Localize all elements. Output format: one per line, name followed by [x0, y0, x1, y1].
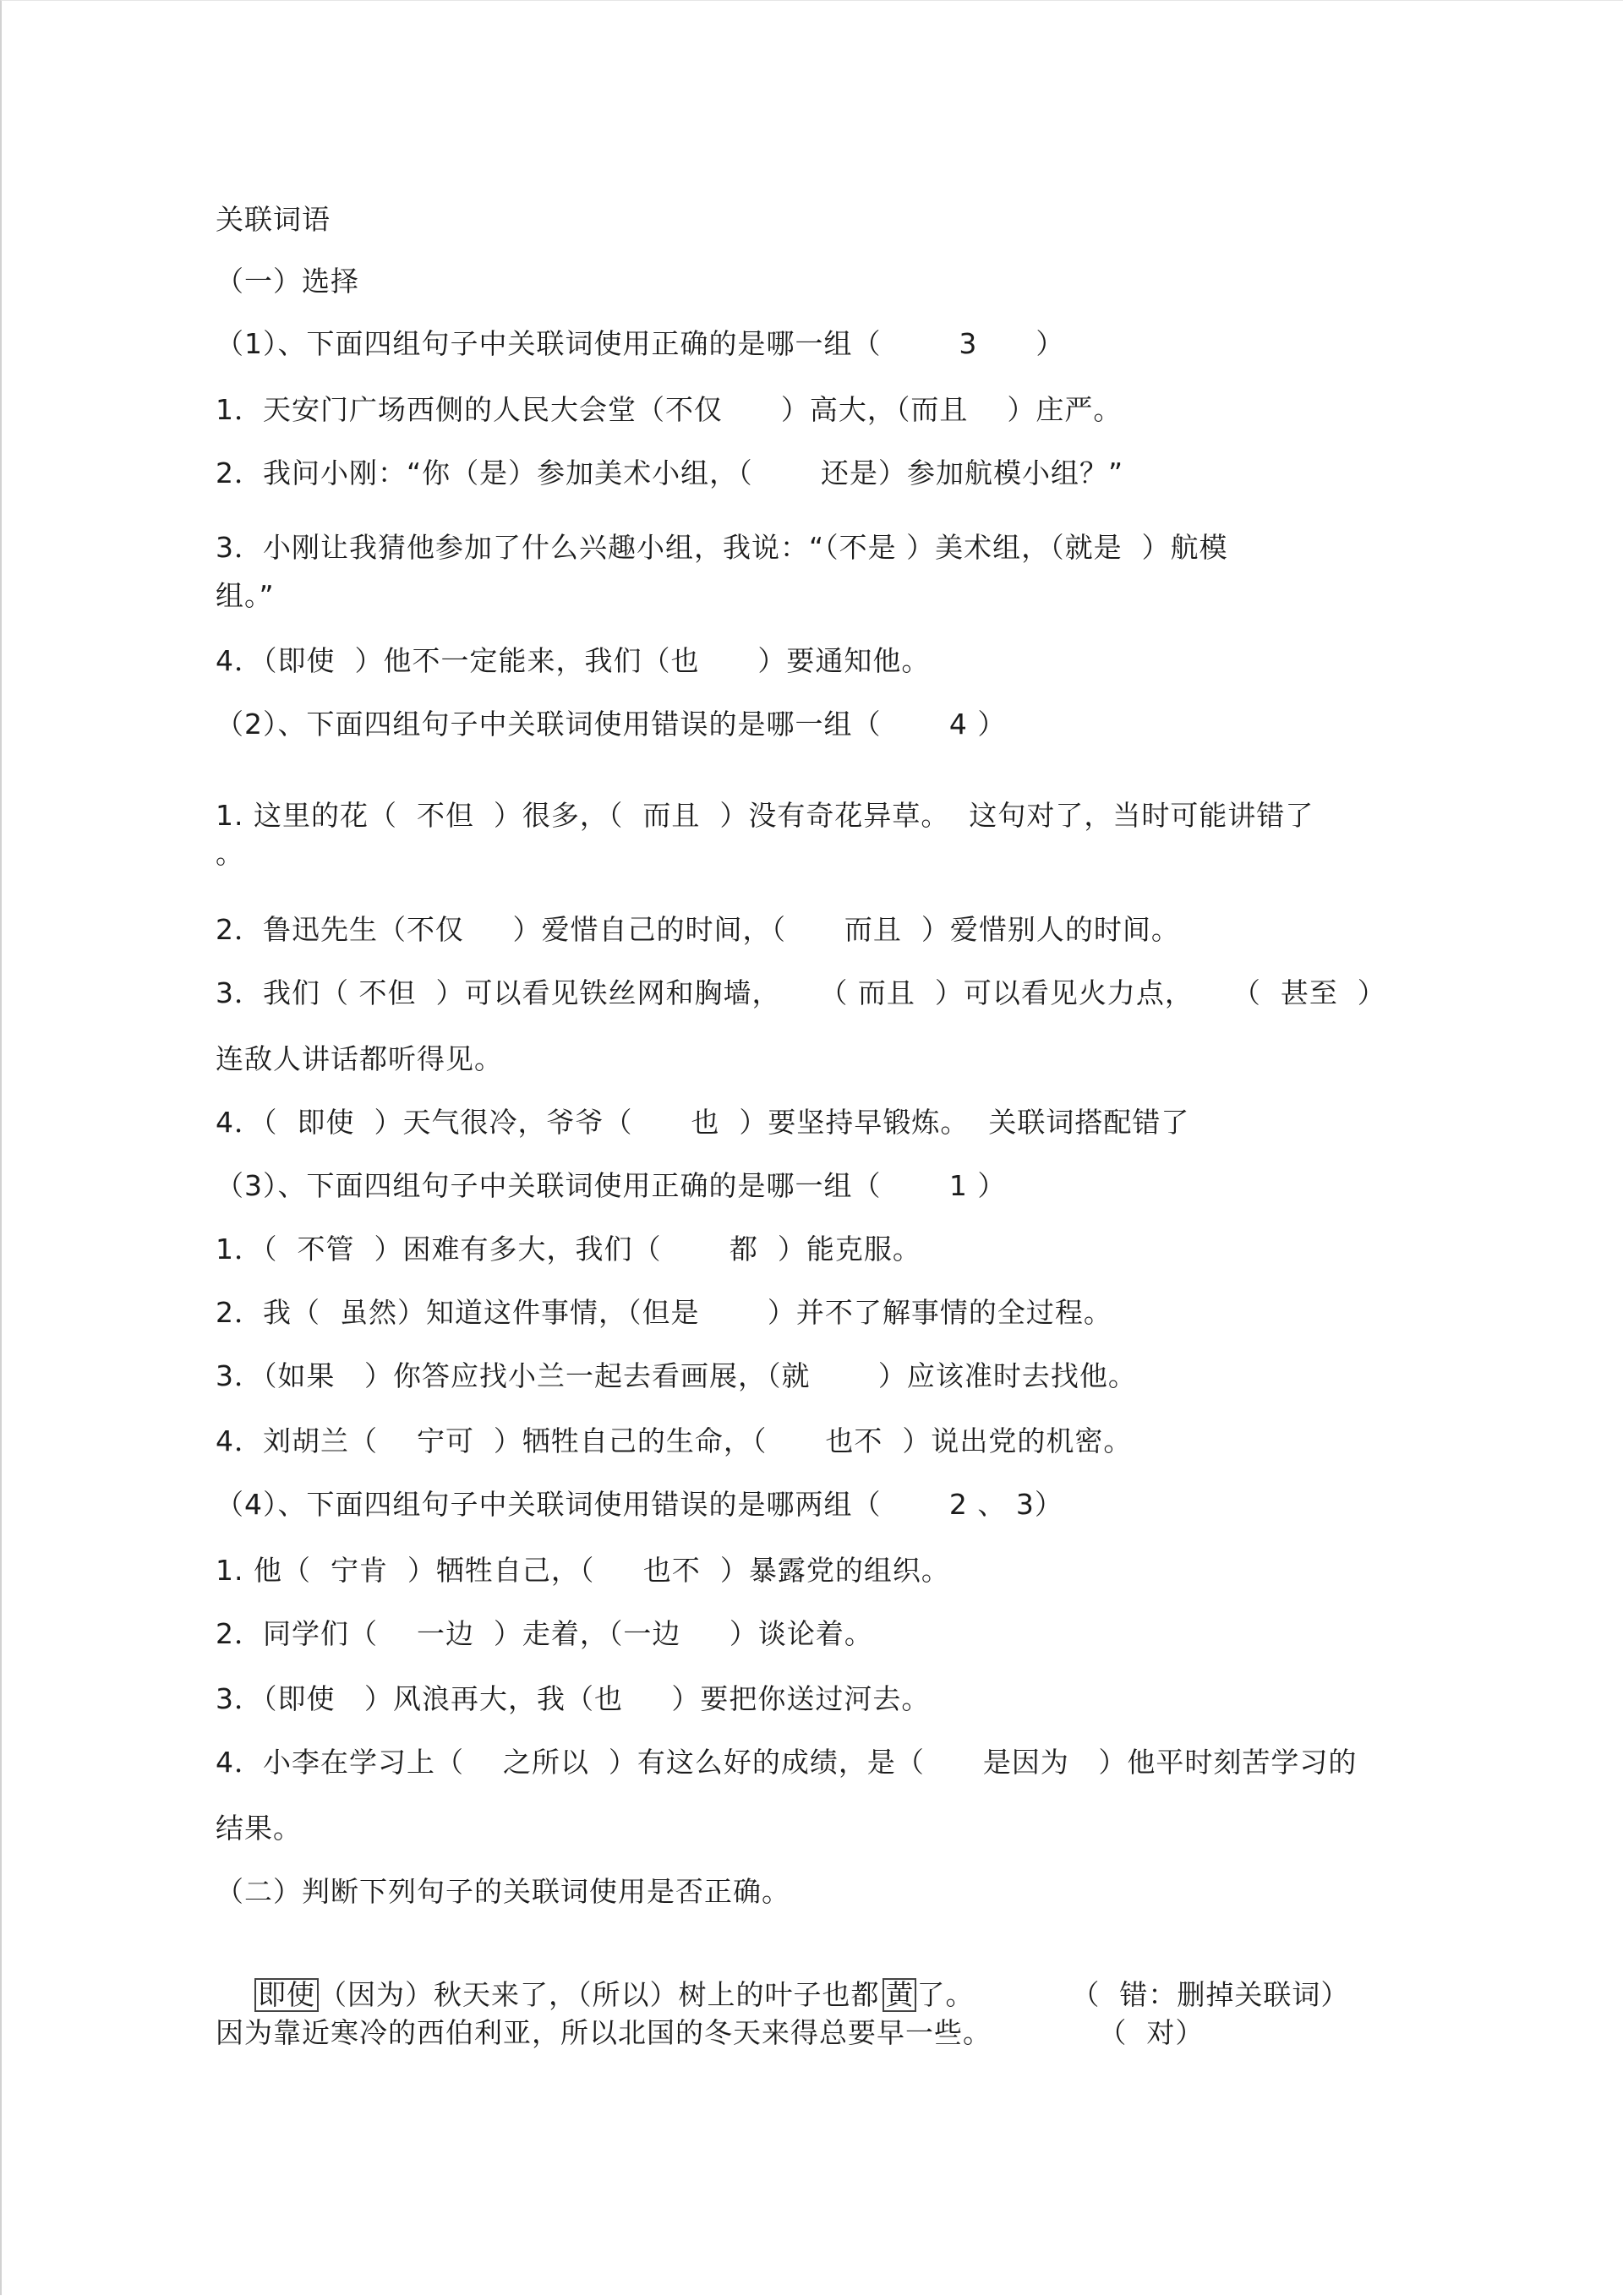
question-1-item-2: 2．我问小刚：“你（是）参加美术小组，（ 还是）参加航模小组？”: [216, 456, 1124, 489]
question-1-header: （1）、下面四组句子中关联词使用正确的是哪一组（ 3 ）: [216, 327, 1065, 360]
judge-item-1-middle: （因为）秋天来了，（所以）树上的叶子也都: [318, 1977, 880, 2011]
question-4-item-4-cont: 结果。: [216, 1812, 302, 1845]
section-heading-choice: （一）选择: [216, 265, 359, 298]
question-4-header: （4）、下面四组句子中关联词使用错误的是哪两组（ 2 、 3）: [216, 1488, 1063, 1521]
question-2-item-1: 1. 这里的花（ 不但 ）很多，（ 而且 ）没有奇花异草。 这句对了，当时可能讲错了: [216, 799, 1314, 832]
boxed-word-huang: 黄: [883, 1978, 916, 2012]
question-1-item-3-cont: 组。”: [216, 579, 275, 612]
question-3-item-3: 3．（如果 ）你答应找小兰一起去看画展，（就 ）应该准时去找他。: [216, 1359, 1137, 1392]
question-3-item-2: 2．我（ 虽然）知道这件事情，（但是 ）并不了解事情的全过程。: [216, 1296, 1112, 1329]
question-2-item-3-cont: 连敌人讲话都听得见。: [216, 1042, 503, 1075]
question-1-item-4: 4．（即使 ）他不一定能来，我们（也 ）要通知他。: [216, 644, 931, 677]
boxed-word-jishi: 即使: [254, 1978, 319, 2012]
question-2-item-2: 2．鲁迅先生（不仅 ）爱惜自己的时间，（ 而且 ）爱惜别人的时间。: [216, 913, 1180, 946]
question-4-item-4: 4．小李在学习上（ 之所以 ）有这么好的成绩，是（ 是因为 ）他平时刻苦学习的: [216, 1746, 1358, 1779]
question-2-item-4: 4．（ 即使 ）天气很冷，爷爷（ 也 ）要坚持早锻炼。 关联词搭配错了: [216, 1106, 1190, 1139]
page-title: 关联词语: [216, 203, 331, 236]
question-2-item-3: 3．我们（ 不但 ）可以看见铁丝网和胸墙， （ 而且 ）可以看见火力点， （ 甚至 ）: [216, 976, 1386, 1009]
question-3-header: （3）、下面四组句子中关联词使用正确的是哪一组（ 1 ）: [216, 1169, 1007, 1202]
section-heading-judge: （二）判断下列句子的关联词使用是否正确。: [216, 1875, 790, 1908]
question-3-item-1: 1．（ 不管 ）困难有多大，我们（ 都 ）能克服。: [216, 1233, 921, 1266]
judge-item-1-answer: 了。 （ 错：删掉关联词）: [916, 1977, 1350, 2011]
question-3-item-4: 4．刘胡兰（ 宁可 ）牺牲自己的生命，（ 也不 ）说出党的机密。: [216, 1424, 1133, 1457]
question-4-item-2: 2．同学们（ 一边 ）走着，（一边 ）谈论着。: [216, 1617, 873, 1650]
question-2-header: （2）、下面四组句子中关联词使用错误的是哪一组（ 4 ）: [216, 708, 1007, 741]
question-4-item-3: 3．（即使 ）风浪再大，我（也 ）要把你送过河去。: [216, 1682, 931, 1715]
question-1-item-3: 3．小刚让我猜他参加了什么兴趣小组，我说：“（不是 ）美术组，（就是 ）航模: [216, 531, 1228, 564]
judge-item-2: 因为靠近寒冷的西伯利亚，所以北国的冬天来得总要早一些。 （ 对）: [216, 2016, 1205, 2049]
question-2-item-1-cont: 。: [216, 837, 244, 870]
question-1-item-1: 1．天安门广场西侧的人民大会堂（不仅 ）高大，（而且 ）庄严。: [216, 393, 1123, 426]
question-4-item-1: 1. 他（ 宁肯 ）牺牲自己，（ 也不 ）暴露党的组织。: [216, 1554, 950, 1587]
